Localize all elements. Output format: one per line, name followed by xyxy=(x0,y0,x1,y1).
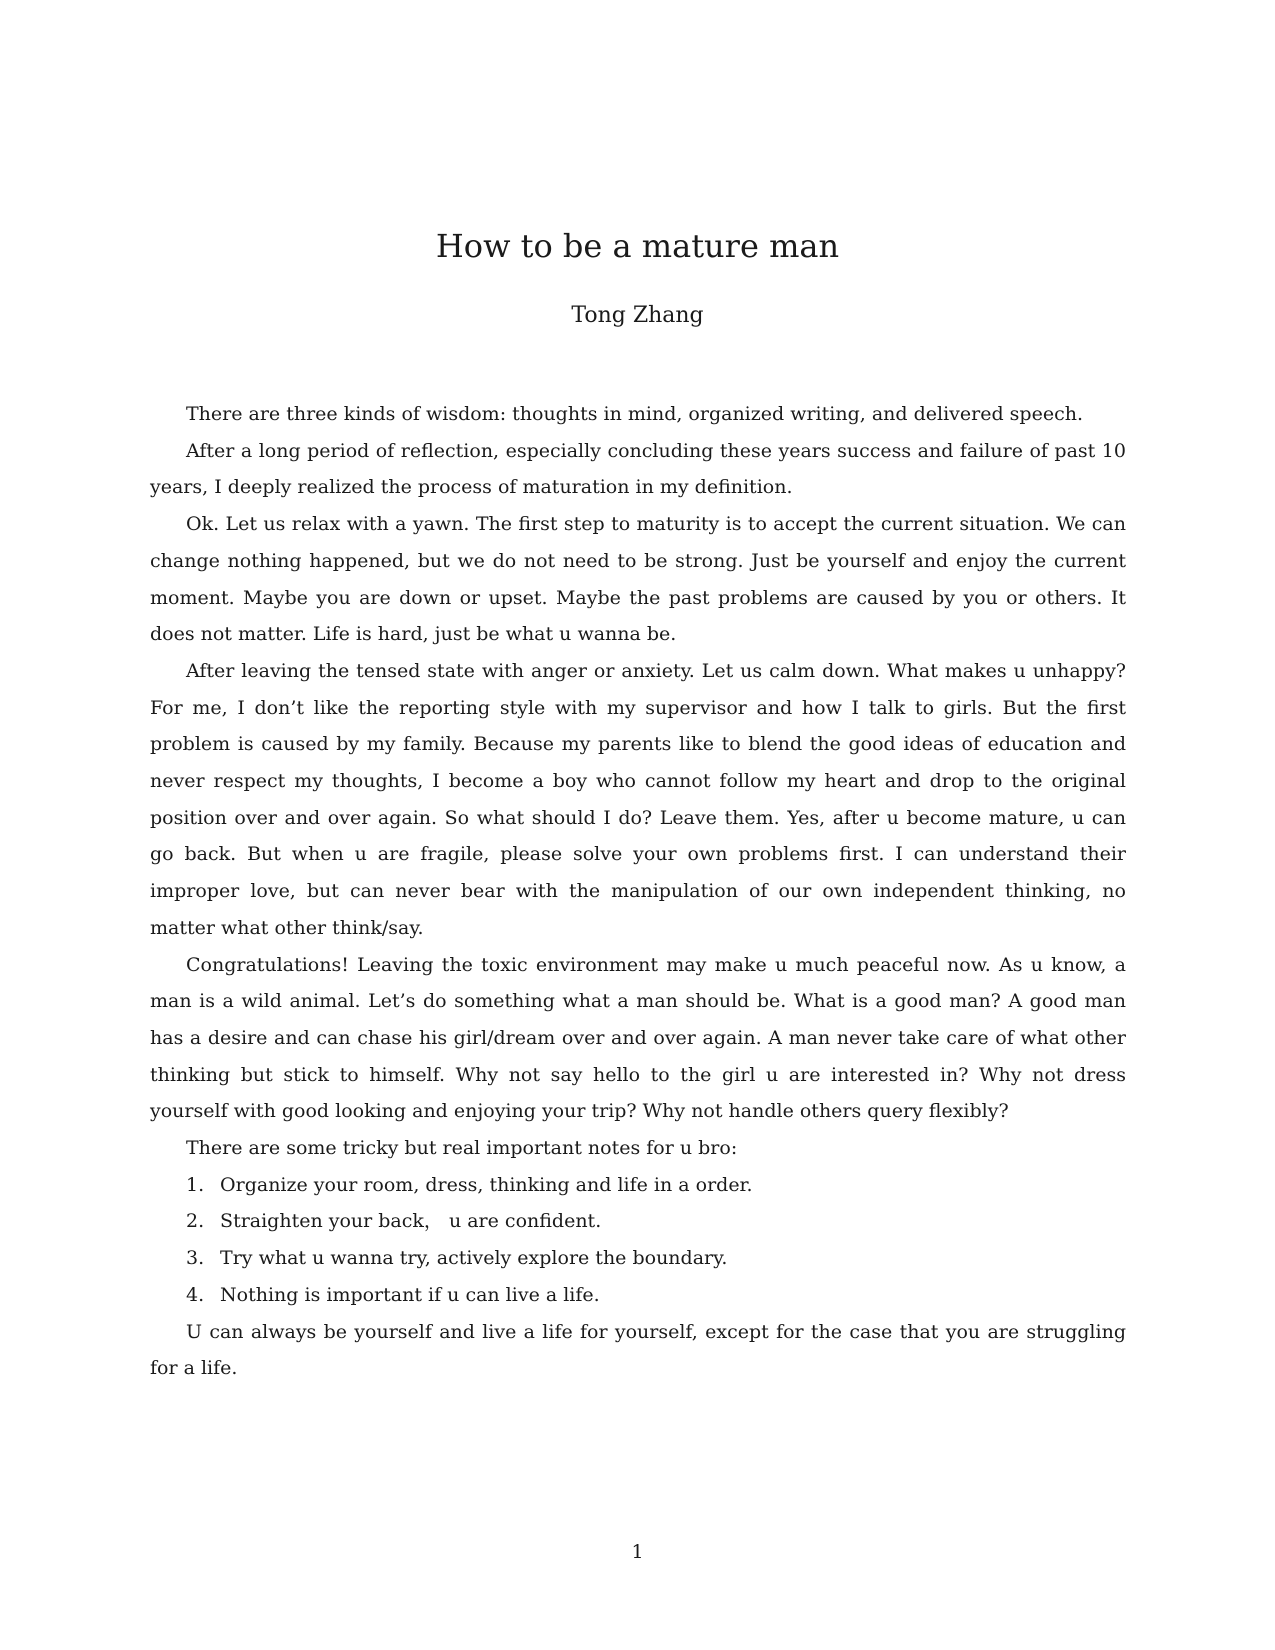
list-item xyxy=(150,1167,1126,1204)
list-item-text: Straighten your back， u are confident. xyxy=(220,1210,602,1233)
list-item xyxy=(150,1203,1126,1240)
list-item-text: Try what u wanna try, actively explore the boundary. xyxy=(220,1247,728,1270)
list-item-number: 4. xyxy=(186,1283,205,1306)
document-author: Tong Zhang xyxy=(571,303,704,328)
list-item-text: Organize your room, dress, thinking and life in a order. xyxy=(220,1173,753,1196)
document-title: How to be a mature man xyxy=(435,227,840,265)
list-item-number: 3. xyxy=(186,1247,205,1270)
paragraph: After a long period of reflection, especially concluding these years success and failure of past 10 years, I deeply realized the process of maturation in my definition. xyxy=(150,439,1126,499)
paragraph: After leaving the tensed state with anger or anxiety. Let us calm down. What makes u unhappy? For me, I don’t like the reporting style with my supervisor and how I talk to girls. But the first problem is caused by my family. Because my parents like to blend the good ideas of education and never respect my thoughts, I become a boy who cannot follow my heart and drop to the original position over and over again. So what should I do? Leave them. Yes, after u become mature, u can go back. But when u are fragile, please solve your own problems first. I can understand their improper love, but can never bear with the manipulation of our own independent thinking, no matter what other think/say. xyxy=(150,659,1126,939)
list-item-text: Nothing is important if u can live a life. xyxy=(220,1283,600,1306)
list-item-number: 1. xyxy=(186,1173,205,1196)
closing-paragraph: U can always be yourself and live a life for yourself, except for the case that you are struggling for a life. xyxy=(150,1320,1126,1380)
paragraph: Congratulations! Leaving the toxic environment may make u much peaceful now. As u know, a man is a wild animal. Let’s do something what a man should be. What is a good man? A good man has a desire and can chase his girl/dream over and over again. A man never take care of what other thinking but stick to himself. Why not say hello to the girl u are interested in? Why not dress yourself with good looking and enjoying your trip? Why not handle others query flexibly? xyxy=(150,953,1126,1123)
document-body xyxy=(150,396,1126,1387)
list-item xyxy=(150,1277,1126,1314)
paragraph: Ok. Let us relax with a yawn. The first step to maturity is to accept the current situation. We can change nothing happened, but we do not need to be strong. Just be yourself and enjoy the current moment. Maybe you are down or upset. Maybe the past problems are caused by you or others. It does not matter. Life is hard, just be what u wanna be. xyxy=(150,513,1126,646)
notes-list xyxy=(150,1167,1126,1314)
list-item-number: 2. xyxy=(186,1210,205,1233)
paragraph: There are some tricky but real important notes for u bro: xyxy=(186,1137,738,1160)
page-number: 1 xyxy=(631,1541,644,1563)
list-item xyxy=(150,1240,1126,1277)
paragraph: There are three kinds of wisdom: thoughts in mind, organized writing, and delivered speech. xyxy=(186,403,1083,425)
